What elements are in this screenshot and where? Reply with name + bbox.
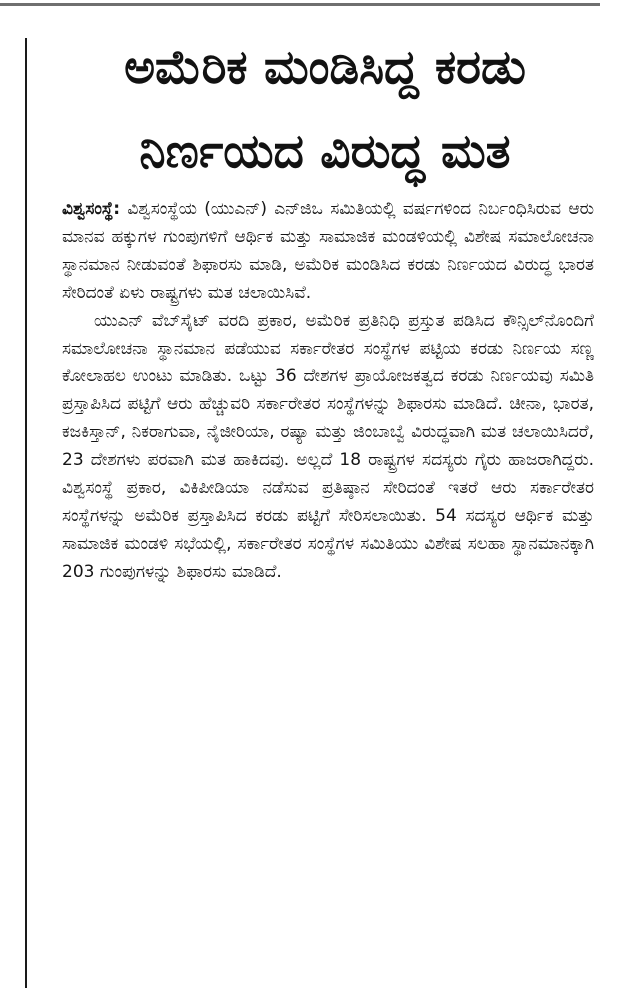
paragraph-1-text: ವಿಶ್ವಸಂಸ್ಥೆಯ (ಯುಎನ್) ಎನ್‌ಜಿಒ ಸಮಿತಿಯಲ್ಲಿ ವರ್ಷಗಳಿಂದ ನಿರ್ಬಂಧಿಸಿರುವ ಆರು ಮಾನವ ಹಕ್ಕುಗಳ ಗುಂಪುಗಳಿಗೆ ಆರ್ಥಿಕ ಮತ್ತು ಸಾಮಾಜಿಕ ಮಂಡಳಿಯಲ್ಲಿ ವಿಶೇಷ ಸಮಾಲೋಚನಾ ಸ್ಥಾನಮಾನ ನೀಡುವಂತೆ ಶಿಫಾರಸು ಮಾಡಿ, ಅಮೆರಿಕ ಮಂಡಿಸಿದ ಕರಡು ನಿರ್ಣಯದ ವಿರುದ್ಧ ಭಾರತ ಸೇರಿದಂತೆ ಏಳು ರಾಷ್ಟ್ರಗಳು ಮತ ಚಲಾಯಿಸಿವೆ. (62, 199, 594, 303)
article-paragraph-1 (62, 196, 594, 308)
column-rule (25, 38, 27, 988)
top-rule (0, 3, 600, 6)
headline-line-2: ನಿರ್ಣಯದ ವಿರುದ್ಧ ಮತ (139, 124, 511, 179)
headline-line-1: ಅಮೆರಿಕ ಮಂಡಿಸಿದ್ದ ಕರಡು (124, 40, 526, 95)
dateline: ವಿಶ್ವಸಂಸ್ಥೆ: (62, 199, 121, 219)
article-paragraph-2: ಯುಎನ್ ವೆಬ್‌ಸೈಟ್ ವರದಿ ಪ್ರಕಾರ, ಅಮೆರಿಕ ಪ್ರತಿನಿಧಿ ಪ್ರಸ್ತುತ ಪಡಿಸಿದ ಕೌನ್ಸಿಲ್‌ನೊಂದಿಗೆ ಸಮಾಲೋಚನಾ ಸ್ಥಾನಮಾನ ಪಡೆಯುವ ಸರ್ಕಾರೇತರ ಸಂಸ್ಥೆಗಳ ಪಟ್ಟಿಯ ಕರಡು ನಿರ್ಣಯ ಸಣ್ಣ ಕೋಲಾಹಲ ಉಂಟು ಮಾಡಿತು. ಒಟ್ಟು 36 ದೇಶಗಳ ಪ್ರಾಯೋಜಕತ್ವದ ಕರಡು ನಿರ್ಣಯವು ಸಮಿತಿ ಪ್ರಸ್ತಾಪಿಸಿದ ಪಟ್ಟಿಗೆ ಆರು ಹೆಚ್ಚುವರಿ ಸರ್ಕಾರೇತರ ಸಂಸ್ಥೆಗಳನ್ನು ಶಿಫಾರಸು ಮಾಡಿದೆ. ಚೀನಾ, ಭಾರತ, ಕಜಕಿಸ್ತಾನ್, ನಿಕರಾಗುವಾ, ನೈಜೀರಿಯಾ, ರಷ್ಯಾ ಮತ್ತು ಜಿಂಬಾಬ್ವೆ ವಿರುದ್ಧವಾಗಿ ಮತ ಚಲಾಯಿಸಿದರೆ, 23 ದೇಶಗಳು ಪರವಾಗಿ ಮತ ಹಾಕಿದವು. ಅಲ್ಲದೆ 18 ರಾಷ್ಟ್ರಗಳ ಸದಸ್ಯರು ಗೈರು ಹಾಜರಾಗಿದ್ದರು. ವಿಶ್ವಸಂಸ್ಥೆ ಪ್ರಕಾರ, ವಿಕಿಪೀಡಿಯಾ ನಡೆಸುವ ಪ್ರತಿಷ್ಠಾನ ಸೇರಿದಂತೆ ಇತರೆ ಆರು ಸರ್ಕಾರೇತರ ಸಂಸ್ಥೆಗಳನ್ನು ಅಮೆರಿಕ ಪ್ರಸ್ತಾಪಿಸಿದ ಕರಡು ಪಟ್ಟಿಗೆ ಸೇರಿಸಲಾಯಿತು. 54 ಸದಸ್ಯರ ಆರ್ಥಿಕ ಮತ್ತು ಸಾಮಾಜಿಕ ಮಂಡಳಿ ಸಭೆಯಲ್ಲಿ, ಸರ್ಕಾರೇತರ ಸಂಸ್ಥೆಗಳ ಸಮಿತಿಯು ವಿಶೇಷ ಸಲಹಾ ಸ್ಥಾನಮಾನಕ್ಕಾಗಿ 203 ಗುಂಪುಗಳನ್ನು ಶಿಫಾರಸು ಮಾಡಿದೆ. (62, 310, 594, 582)
article-body (62, 196, 594, 587)
headline (45, 26, 605, 194)
